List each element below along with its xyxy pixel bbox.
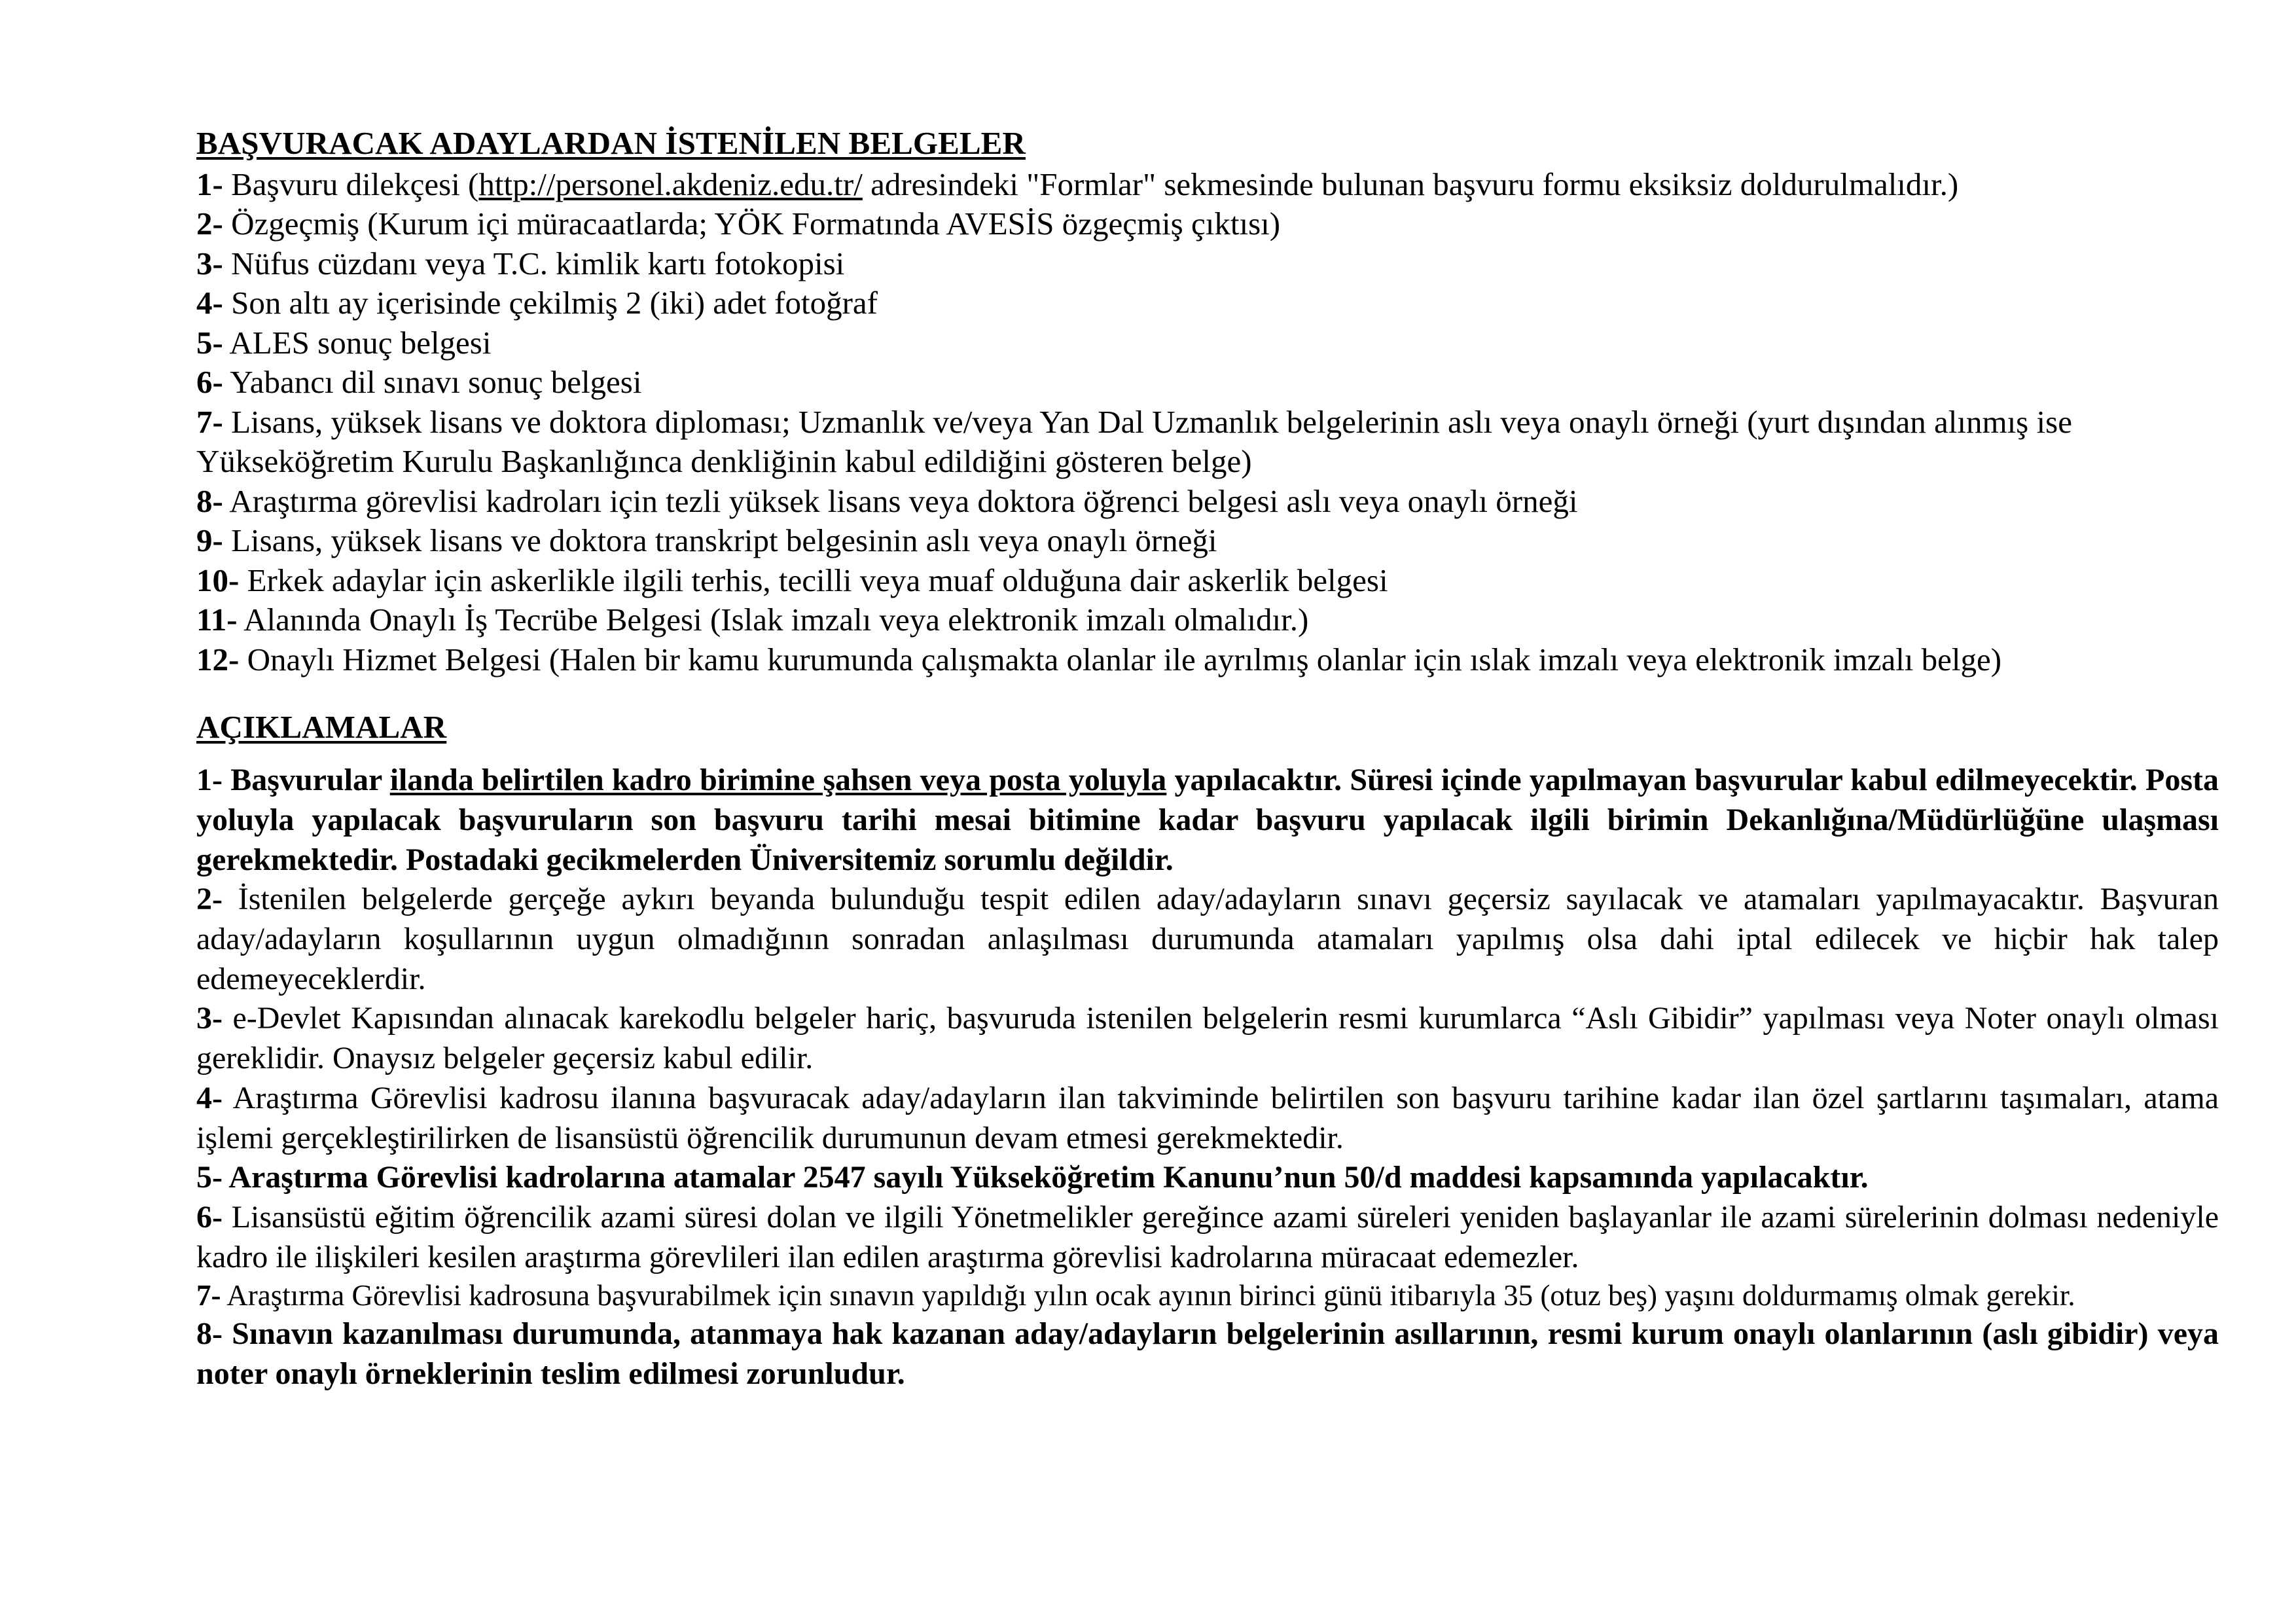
explanation-item-marker: 1- bbox=[196, 763, 223, 798]
list-item bbox=[196, 403, 2219, 482]
list-item-marker: 12- bbox=[196, 641, 240, 677]
list-item-text: Alanında Onaylı İş Tecrübe Belgesi (Islak imzalı veya elektronik imzalı olmalıdır.) bbox=[237, 602, 1309, 638]
list-item-text: Araştırma görevlisi kadroları için tezli yüksek lisans veya doktora öğrenci belgesi aslı veya onaylı örneği bbox=[223, 482, 1578, 519]
list-item-text: Özgeçmiş (Kurum içi müracaatlarda; YÖK Formatında AVESİS özgeçmiş çıktısı) bbox=[223, 206, 1281, 242]
explanation-item bbox=[196, 880, 2219, 999]
explanation-item-marker: 2- bbox=[196, 882, 223, 917]
explanation-item bbox=[196, 1198, 2219, 1277]
explanations-list bbox=[196, 761, 2219, 1394]
list-item-text-post: adresindeki "Formlar" sekmesinde bulunan başvuru formu eksiksiz doldurulmalıdır.) bbox=[862, 166, 1959, 202]
explanation-item-marker: 5- bbox=[196, 1160, 223, 1195]
list-item bbox=[196, 640, 2219, 680]
explanation-item bbox=[196, 1277, 2219, 1314]
required-documents-list bbox=[196, 165, 2219, 680]
explanations-section-heading: AÇIKLAMALAR bbox=[196, 709, 447, 746]
explanation-item-marker: 3- bbox=[196, 1001, 223, 1036]
list-item-text: Erkek adaylar için askerlikle ilgili terhis, tecilli veya muaf olduğuna dair askerlik belgesi bbox=[239, 562, 1388, 598]
list-item bbox=[196, 363, 2219, 403]
list-item-marker: 3- bbox=[196, 245, 223, 281]
documents-section-heading: BAŞVURACAK ADAYLARDAN İSTENİLEN BELGELER bbox=[196, 125, 1026, 161]
explanation-item-text: Lisansüstü eğitim öğrencilik azami süresi dolan ve ilgili Yönetmelikler gereğince azami süreleri yeniden başlayanlar ile azami sürelerinin dolması nedeniyle kadro ile ilişkileri kesilen araştırma görevlileri ilan edilen araştırma görevlisi kadrolarına müracaat edemezler. bbox=[196, 1200, 2219, 1274]
explanation-item-emphasis: ilanda belirtilen kadro birimine şahsen veya posta yoluyla bbox=[389, 763, 1167, 798]
list-item-marker: 6- bbox=[196, 364, 223, 401]
list-item-marker: 1- bbox=[196, 166, 223, 202]
list-item-marker: 4- bbox=[196, 285, 223, 321]
list-item-text: Yabancı dil sınavı sonuç belgesi bbox=[223, 364, 642, 401]
list-item-text-pre: Başvuru dilekçesi ( bbox=[223, 166, 479, 202]
list-item bbox=[196, 244, 2219, 284]
list-item-marker: 9- bbox=[196, 522, 223, 559]
explanation-item-text: İstenilen belgelerde gerçeğe aykırı beyanda bulunduğu tespit edilen aday/adayların sınavı geçersiz sayılacak ve atamaları yapılmayacaktır. Başvuran aday/adayların koşullarının uygun olmadığının sonradan anlaşılması durumunda atamaları yapılmış olsa dahi iptal edilecek ve hiçbir hak talep edemeyeceklerdir. bbox=[196, 882, 2219, 996]
explanation-item-text: e-Devlet Kapısından alınacak karekodlu belgeler hariç, başvuruda istenilen belgelerin resmi kurumlarca “Aslı Gibidir” yapılması veya Noter onaylı olması gereklidir. Onaysız belgeler geçersiz kabul edilir. bbox=[196, 1001, 2219, 1076]
application-form-link[interactable]: http://personel.akdeniz.edu.tr/ bbox=[478, 166, 863, 202]
list-item bbox=[196, 283, 2219, 323]
list-item-marker: 8- bbox=[196, 482, 223, 519]
list-item bbox=[196, 204, 2219, 244]
list-item-text: Lisans, yüksek lisans ve doktora diploması; Uzmanlık ve/veya Yan Dal Uzmanlık belgelerinin aslı veya onaylı örneği (yurt dışından alınmış ise Yükseköğretim Kurulu Başkanlığınca denkliğinin kabul edildiğini gösteren belge) bbox=[196, 403, 2072, 480]
list-item bbox=[196, 561, 2219, 601]
list-item-text: ALES sonuç belgesi bbox=[223, 324, 492, 361]
explanation-item-marker: 6- bbox=[196, 1200, 223, 1235]
explanation-item-marker: 7- bbox=[196, 1279, 221, 1312]
explanation-item bbox=[196, 1158, 2219, 1198]
explanation-item-text: Araştırma Görevlisi kadrolarına atamalar 2547 sayılı Yükseköğretim Kanunu’nun 50/d maddesi kapsamında yapılacaktır. bbox=[222, 1160, 1869, 1195]
explanation-item-text: Sınavın kazanılması durumunda, atanmaya hak kazanan aday/adayların belgelerinin asıllarının, resmi kurum onaylı olanlarının (aslı gibidir) veya noter onaylı örneklerinin teslim edilmesi zorunludur. bbox=[196, 1316, 2219, 1392]
explanation-item bbox=[196, 761, 2219, 880]
list-item-text: Nüfus cüzdanı veya T.C. kimlik kartı fotokopisi bbox=[223, 245, 845, 281]
explanation-item-text: Araştırma Görevlisi kadrosu ilanına başvuracak aday/adayların ilan takviminde belirtilen son başvuru tarihine kadar ilan özel şartlarını taşımaları, atama işlemi gerçekleştirilirken de lisansüstü öğrencilik durumunun devam etmesi gerekmektedir. bbox=[196, 1080, 2219, 1155]
section-spacer bbox=[196, 679, 2219, 708]
list-item-text: Son altı ay içerisinde çekilmiş 2 (iki) adet fotoğraf bbox=[223, 285, 878, 321]
explanation-item-text-pre: Başvurular bbox=[222, 763, 390, 798]
list-item bbox=[196, 323, 2219, 363]
heading-spacer bbox=[196, 749, 2219, 761]
list-item-marker: 5- bbox=[196, 324, 223, 361]
list-item-marker: 10- bbox=[196, 562, 240, 598]
explanation-item bbox=[196, 1314, 2219, 1394]
document-content bbox=[196, 124, 2219, 1394]
list-item-marker: 2- bbox=[196, 206, 223, 242]
list-item-marker: 7- bbox=[196, 403, 223, 440]
list-item bbox=[196, 482, 2219, 522]
list-item-text: Onaylı Hizmet Belgesi (Halen bir kamu kurumunda çalışmakta olanlar ile ayrılmış olanlar için ıslak imzalı veya elektronik imzalı belge) bbox=[239, 641, 2002, 677]
explanation-item-text: Araştırma Görevlisi kadrosuna başvurabilmek için sınavın yapıldığı yılın ocak ayının birinci günü itibarıyla 35 (otuz beş) yaşını doldurmamış olmak gerekir. bbox=[221, 1279, 2075, 1312]
list-item bbox=[196, 600, 2219, 640]
list-item-marker: 11- bbox=[196, 602, 238, 638]
explanation-item-text-post: yapılacaktır. Süresi içinde yapılmayan başvurular kabul edilmeyecektir. Posta yoluyla yapılacak başvuruların son başvuru tarihi mesai bitimine kadar başvuru yapılacak ilgili birimin Dekanlığına/Müdürlüğüne ulaşması gerekmektedir. Postadaki gecikmelerden Üniversitemiz sorumlu değildir. bbox=[196, 763, 2219, 877]
list-item-text: Lisans, yüksek lisans ve doktora transkript belgesinin aslı veya onaylı örneği bbox=[223, 522, 1217, 559]
explanation-item bbox=[196, 999, 2219, 1078]
list-item bbox=[196, 521, 2219, 561]
explanation-item bbox=[196, 1079, 2219, 1158]
list-item bbox=[196, 165, 2219, 205]
explanation-item-marker: 4- bbox=[196, 1080, 223, 1115]
explanation-item-marker: 8- bbox=[196, 1316, 223, 1352]
